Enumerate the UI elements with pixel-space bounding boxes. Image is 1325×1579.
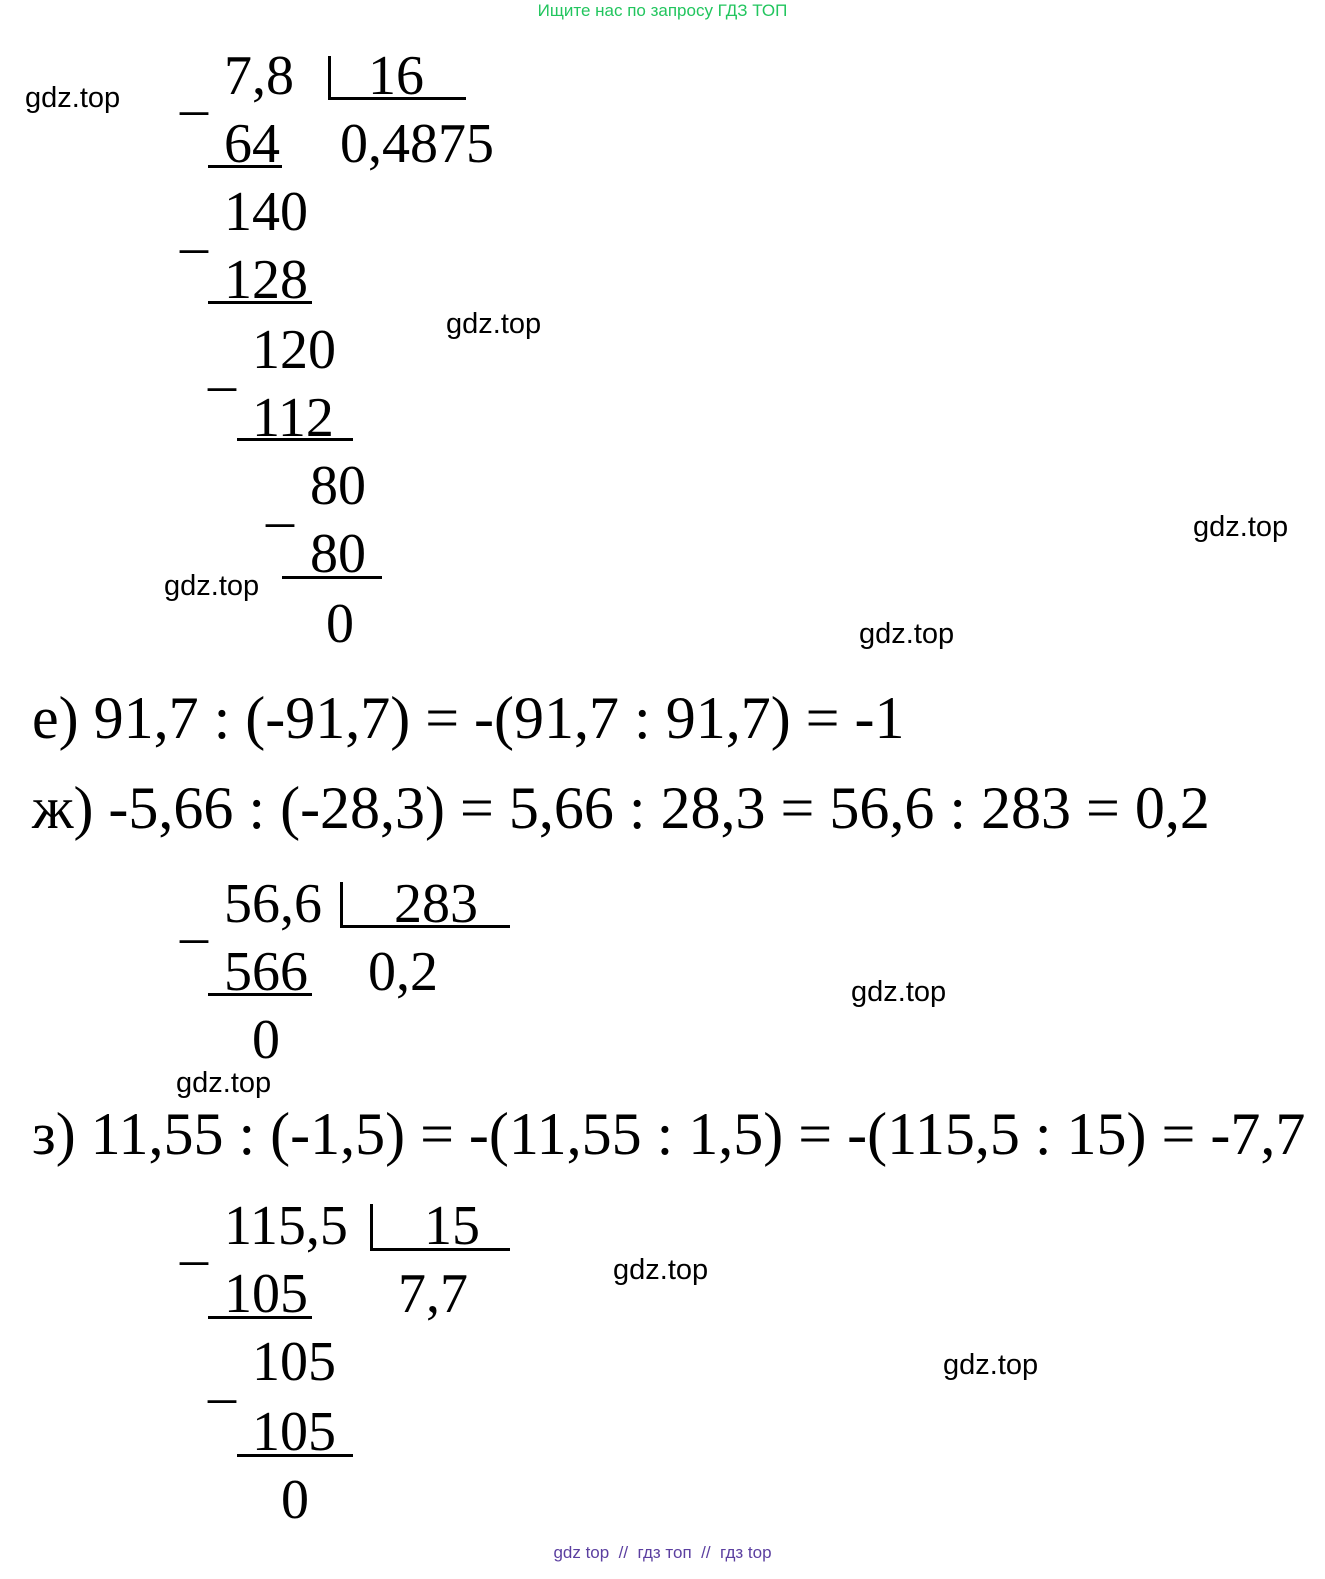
minus-sign: _ bbox=[180, 197, 208, 259]
equation-zh: ж) -5,66 : (-28,3) = 5,66 : 28,3 = 56,6 : 283 = 0,2 bbox=[32, 775, 1210, 841]
quotient: 0,2 bbox=[368, 941, 438, 1003]
divisor-underline bbox=[340, 925, 510, 928]
equation-e: е) 91,7 : (-91,7) = -(91,7 : 91,7) = -1 bbox=[32, 685, 905, 751]
watermark: gdz.top bbox=[25, 82, 121, 114]
minus-sign: _ bbox=[180, 59, 208, 121]
footer-links: gdz top // гдз топ // гдз top bbox=[553, 1543, 772, 1562]
watermark: gdz.top bbox=[943, 1349, 1039, 1381]
step-rule bbox=[208, 165, 282, 168]
watermark: gdz.top bbox=[859, 618, 955, 650]
minus-sign: _ bbox=[208, 1347, 236, 1409]
divisor-underline bbox=[328, 97, 466, 100]
quotient: 0,4875 bbox=[340, 113, 494, 175]
quotient: 7,7 bbox=[398, 1263, 468, 1325]
step-subtrahend: 566 bbox=[224, 941, 308, 1003]
step-remainder: 140 bbox=[224, 181, 308, 243]
step-rule bbox=[208, 1316, 312, 1319]
minus-sign: _ bbox=[266, 471, 294, 533]
division-bar bbox=[340, 882, 343, 928]
divisor: 16 bbox=[368, 45, 424, 107]
divisor: 283 bbox=[394, 873, 478, 935]
division-bar bbox=[370, 1204, 373, 1250]
step-subtrahend: 128 bbox=[224, 249, 308, 311]
minus-sign: _ bbox=[180, 1209, 208, 1271]
dividend: 115,5 bbox=[224, 1195, 348, 1257]
divisor: 15 bbox=[424, 1195, 480, 1257]
watermark: gdz.top bbox=[1193, 511, 1289, 543]
watermark: gdz.top bbox=[851, 976, 947, 1008]
step-rule bbox=[237, 1454, 353, 1457]
step-subtrahend: 112 bbox=[252, 387, 334, 449]
watermark: gdz.top bbox=[164, 570, 260, 602]
final-remainder: 0 bbox=[252, 1009, 280, 1071]
watermark: gdz.top bbox=[176, 1067, 272, 1099]
dividend: 7,8 bbox=[224, 45, 294, 107]
step-rule bbox=[282, 576, 382, 579]
step-subtrahend: 64 bbox=[224, 113, 280, 175]
watermark: gdz.top bbox=[446, 308, 542, 340]
step-rule bbox=[208, 301, 312, 304]
final-remainder: 0 bbox=[281, 1469, 309, 1531]
step-remainder: 80 bbox=[310, 455, 366, 517]
minus-sign: _ bbox=[180, 887, 208, 949]
step-rule bbox=[208, 993, 312, 996]
step-remainder: 105 bbox=[252, 1331, 336, 1393]
divisor-underline bbox=[370, 1248, 510, 1251]
search-banner: Ищите нас по запросу ГДЗ ТОП bbox=[537, 1, 788, 20]
step-subtrahend: 105 bbox=[252, 1401, 336, 1463]
watermark: gdz.top bbox=[613, 1254, 709, 1286]
step-subtrahend: 80 bbox=[310, 523, 366, 585]
step-subtrahend: 105 bbox=[224, 1263, 308, 1325]
step-rule bbox=[237, 438, 353, 441]
minus-sign: _ bbox=[208, 335, 236, 397]
step-remainder: 120 bbox=[252, 319, 336, 381]
dividend: 56,6 bbox=[224, 873, 322, 935]
division-bar bbox=[328, 56, 331, 100]
equation-z: з) 11,55 : (-1,5) = -(11,55 : 1,5) = -(115,5 : 15) = -7,7 bbox=[32, 1101, 1306, 1167]
final-remainder: 0 bbox=[326, 593, 354, 655]
